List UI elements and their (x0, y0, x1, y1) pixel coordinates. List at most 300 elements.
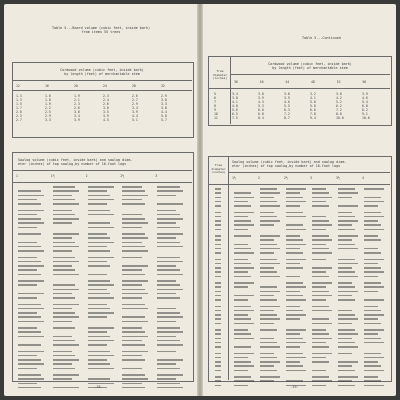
cell-texture (122, 274, 145, 276)
cell-texture (312, 220, 329, 222)
row-label-texture (215, 271, 221, 273)
cell-texture (364, 299, 384, 301)
cell-texture (234, 259, 248, 261)
cell-texture (88, 214, 114, 216)
cell-texture (18, 265, 44, 267)
table-cell: 3.8 (161, 106, 167, 111)
cell-texture (364, 361, 378, 363)
table-cell: 5.2 (336, 100, 342, 105)
cell-texture (286, 299, 306, 301)
table-cell: 2.6 (103, 102, 109, 107)
right-page-number: -19- (290, 385, 299, 389)
cell-texture (364, 310, 381, 312)
cell-texture (312, 361, 329, 363)
cell-texture (88, 344, 107, 346)
cell-texture (234, 353, 254, 355)
table-cell: 8 (214, 104, 216, 109)
cell-texture (122, 297, 141, 299)
cell-texture (364, 385, 384, 387)
cell-texture (260, 276, 280, 278)
cell-texture (122, 316, 145, 318)
cell-texture (364, 353, 381, 355)
cell-texture (234, 365, 254, 367)
cell-texture (260, 248, 280, 250)
left-top-rows (16, 94, 190, 122)
row-label-texture (215, 224, 221, 226)
cell-texture (18, 214, 37, 216)
cell-texture (18, 344, 41, 346)
cell-texture (157, 312, 180, 314)
cell-texture (18, 351, 44, 353)
cell-texture (53, 351, 72, 353)
row-label-texture (215, 299, 221, 301)
row-label-texture (215, 365, 221, 367)
cell-texture (338, 333, 358, 335)
cell-texture (364, 267, 381, 269)
cell-texture (338, 295, 352, 297)
table-cell: 7.5 (232, 116, 238, 121)
cell-texture (53, 289, 79, 291)
cell-texture (260, 361, 280, 363)
cell-texture (338, 329, 355, 331)
row-label-texture (215, 212, 221, 214)
column-header: 3 (310, 176, 312, 180)
right-top-row-header: Tree diameter (inches) (212, 69, 228, 81)
table-cell: 9 (214, 108, 216, 113)
cell-texture (157, 237, 176, 239)
cell-texture (260, 353, 274, 355)
cell-texture (53, 218, 79, 220)
table-cell: 7.2 (336, 108, 342, 113)
table-cell: 3.8 (284, 92, 290, 96)
cell-texture (260, 205, 280, 207)
cell-texture (286, 295, 303, 297)
table-cell: 3.4 (132, 106, 138, 111)
cell-texture (286, 276, 300, 278)
cell-texture (312, 271, 326, 273)
cell-texture (312, 244, 326, 246)
cell-texture (234, 329, 248, 331)
cell-texture (312, 342, 326, 344)
cell-texture (122, 242, 141, 244)
cell-texture (338, 263, 358, 265)
cell-texture (286, 205, 300, 207)
cell-texture (312, 338, 332, 340)
column-header: 12 (16, 84, 20, 88)
cell-texture (312, 353, 332, 355)
cell-texture (53, 368, 76, 370)
column-header: 36 (234, 80, 238, 84)
column-header: 16 (45, 84, 49, 88)
cell-texture (157, 336, 176, 338)
cell-texture (234, 248, 251, 250)
row-label-texture (215, 229, 221, 231)
row-label-texture (215, 244, 221, 246)
cell-texture (234, 357, 248, 359)
cell-texture (286, 361, 300, 363)
cell-texture (122, 359, 145, 361)
cell-texture (234, 338, 254, 340)
table-cell: 3.4 (74, 114, 80, 119)
cell-texture (157, 327, 180, 329)
cell-texture (88, 316, 107, 318)
cell-texture (122, 227, 141, 229)
table-cell: 2.6 (74, 106, 80, 111)
table-cell: 3.0 (103, 106, 109, 111)
column-header: 1½ (50, 174, 55, 178)
cell-texture (157, 218, 183, 220)
cell-texture (338, 318, 358, 320)
cell-texture (18, 233, 41, 235)
cell-texture (286, 259, 306, 261)
cell-texture (157, 242, 180, 244)
table-cell: 3.5 (103, 110, 109, 115)
cell-texture (260, 224, 274, 226)
table-cell: 5.1 (132, 118, 138, 123)
cell-texture (53, 250, 72, 252)
left-page (4, 4, 198, 396)
row-label-texture (215, 323, 221, 325)
cell-texture (260, 314, 277, 316)
cell-texture (122, 250, 148, 252)
cell-texture (312, 346, 329, 348)
left-bottom-header-2: eter (inches) of top sawlog,by number of 16-foot logs (18, 162, 127, 166)
cell-texture (88, 331, 107, 333)
cell-texture (286, 306, 300, 308)
cell-texture (364, 376, 378, 378)
cell-texture (122, 199, 141, 201)
cell-texture (88, 336, 111, 338)
cell-texture (157, 383, 180, 385)
cell-texture (260, 252, 274, 254)
cell-texture (260, 197, 274, 199)
table-cell: 5.5 (284, 104, 290, 109)
cell-texture (364, 370, 384, 372)
cell-texture (234, 212, 254, 214)
cell-texture (338, 291, 358, 293)
column-header: 48 (310, 80, 315, 84)
cell-texture (122, 336, 148, 338)
cell-texture (364, 259, 384, 261)
right-top-rows (214, 92, 388, 120)
table-cell: 3.9 (132, 110, 138, 115)
row-label-texture (215, 220, 221, 222)
cell-texture (88, 304, 107, 306)
column-header: 1 (16, 174, 18, 178)
table-cell: 7.2 (284, 112, 290, 117)
table-cell: 3.9 (74, 118, 80, 123)
cell-texture (260, 380, 274, 382)
table-cell: 3.0 (161, 98, 167, 103)
cell-texture (88, 261, 107, 263)
cell-texture (157, 280, 176, 282)
cell-texture (234, 235, 251, 237)
cell-texture (338, 229, 355, 231)
table-cell: 4.4 (132, 114, 138, 119)
cell-texture (18, 210, 44, 212)
cell-texture (286, 263, 300, 265)
cell-texture (312, 197, 332, 199)
cell-texture (286, 239, 303, 241)
cell-texture (312, 299, 326, 301)
cell-texture (53, 363, 72, 365)
cell-texture (364, 201, 384, 203)
row-label-texture (215, 329, 221, 331)
cell-texture (312, 235, 329, 237)
cell-texture (338, 244, 355, 246)
column-header: 2½ (120, 174, 125, 178)
cell-texture (88, 250, 111, 252)
cell-texture (157, 308, 176, 310)
row-label-texture (215, 197, 221, 199)
cell-texture (122, 218, 145, 220)
table-cell: 3.9 (284, 96, 290, 101)
cell-texture (312, 380, 332, 382)
column-header: 52 (336, 80, 341, 84)
row-label-texture (215, 235, 221, 237)
cell-texture (364, 224, 381, 226)
table-cell: 2.0 (16, 110, 22, 115)
cell-texture (88, 190, 107, 192)
cell-texture (88, 312, 114, 314)
cell-texture (88, 237, 111, 239)
cell-texture (234, 282, 254, 284)
cell-texture (312, 229, 326, 231)
cell-texture (88, 289, 107, 291)
row-label-texture (215, 338, 221, 340)
table-cell: 3.9 (362, 92, 368, 96)
cell-texture (157, 195, 176, 197)
cell-texture (18, 203, 41, 205)
table-cell: 5.0 (161, 114, 167, 119)
cell-texture (18, 246, 41, 248)
row-label-texture (215, 310, 221, 312)
table-cell: 2.9 (161, 94, 167, 98)
row-label-texture (215, 318, 221, 320)
cell-texture (53, 186, 76, 188)
cell-texture (88, 351, 111, 353)
cell-texture (338, 205, 358, 207)
table-cell: 1.9 (74, 94, 80, 98)
table-cell: 1.3 (16, 94, 22, 98)
cell-texture (122, 293, 148, 295)
cell-texture (88, 265, 111, 267)
cell-texture (88, 368, 114, 370)
table-cell: 3.3 (161, 102, 167, 107)
column-header: 24 (103, 84, 107, 88)
row-label-texture (215, 276, 221, 278)
cell-texture (260, 188, 277, 190)
cell-texture (88, 297, 114, 299)
cell-texture (286, 201, 306, 203)
cell-texture (18, 312, 37, 314)
cell-texture (364, 212, 381, 214)
cell-texture (88, 280, 111, 282)
cell-texture (122, 265, 148, 267)
cell-texture (88, 293, 111, 295)
cell-texture (286, 244, 306, 246)
cell-texture (234, 276, 251, 278)
cell-texture (88, 186, 114, 188)
table-cell: 2.2 (45, 106, 51, 111)
table-cell: 6.8 (362, 104, 368, 109)
cell-texture (312, 205, 329, 207)
cell-texture (364, 329, 384, 331)
cell-texture (234, 201, 248, 203)
cell-texture (338, 370, 355, 372)
right-bottom-column-headers (232, 176, 388, 180)
row-label-texture (215, 259, 221, 261)
right-bottom-header-1: Sawlog volume (cubic feet, inside bark) and sawlog diam- (232, 160, 347, 164)
cell-texture (157, 233, 183, 235)
table-cell: 6.8 (258, 112, 264, 117)
table-cell: 8.8 (336, 112, 342, 117)
cell-texture (312, 291, 329, 293)
row-label-texture (215, 291, 221, 293)
cell-texture (338, 353, 352, 355)
cell-texture (18, 336, 44, 338)
cell-texture (234, 385, 248, 387)
cell-texture (312, 252, 332, 254)
cell-texture (234, 197, 254, 199)
cell-texture (53, 316, 79, 318)
cell-texture (18, 387, 41, 389)
cell-texture (88, 199, 114, 201)
cell-texture (364, 252, 381, 254)
right-top-header-1: Cordwood volume (cubic feet, inside bark) (268, 62, 352, 66)
cell-texture (88, 246, 107, 248)
cell-texture (122, 214, 141, 216)
cell-texture (338, 224, 352, 226)
cell-texture (312, 248, 329, 250)
table-cell: 10.0 (336, 116, 344, 121)
cell-texture (18, 308, 44, 310)
column-header: 40 (259, 80, 264, 84)
column-header: 20 (74, 84, 78, 88)
cell-texture (122, 321, 148, 323)
row-label-texture (215, 188, 221, 190)
cell-texture (18, 227, 37, 229)
cell-texture (338, 239, 352, 241)
cell-texture (122, 289, 145, 291)
left-table-subtitle: from items 55 trees (81, 30, 121, 34)
cell-texture (364, 188, 384, 190)
table-cell: 1.7 (16, 106, 22, 111)
cell-texture (312, 224, 332, 226)
cell-texture (122, 269, 141, 271)
cell-texture (260, 357, 277, 359)
left-top-header-2: by length (feet) of merchantable stem (64, 72, 140, 76)
cell-texture (364, 333, 378, 335)
cell-texture (364, 263, 378, 265)
cell-texture (234, 299, 248, 301)
cell-texture (312, 310, 332, 312)
right-table-label: Table 5.--Continued (302, 36, 341, 40)
cell-texture (260, 323, 274, 325)
column-header: 32 (161, 84, 165, 88)
cell-texture (312, 267, 332, 269)
cell-texture (122, 195, 148, 197)
column-header: 28 (132, 84, 136, 88)
cell-texture (234, 376, 251, 378)
cell-texture (364, 306, 378, 308)
cell-texture (53, 344, 79, 346)
cell-texture (122, 233, 145, 235)
cell-texture (18, 269, 37, 271)
cell-texture (234, 252, 254, 254)
table-cell: 10 (214, 112, 218, 117)
cell-texture (18, 261, 41, 263)
cell-texture (286, 229, 306, 231)
cell-texture (234, 318, 251, 320)
cell-texture (53, 293, 72, 295)
table-cell: 6.0 (258, 108, 264, 113)
cell-texture (53, 190, 79, 192)
table-cell: 2.3 (16, 114, 22, 119)
cell-texture (157, 246, 183, 248)
cell-texture (53, 327, 76, 329)
row-label-texture (215, 314, 221, 316)
cell-texture (53, 261, 79, 263)
cell-texture (312, 323, 332, 325)
cell-texture (286, 357, 306, 359)
row-label-texture (215, 385, 221, 387)
cell-texture (286, 370, 306, 372)
row-label-texture (215, 252, 221, 254)
cell-texture (157, 203, 183, 205)
cell-texture (88, 203, 107, 205)
cell-texture (157, 331, 183, 333)
row-label-texture (215, 370, 221, 372)
table-cell: 2.1 (74, 98, 80, 103)
cell-texture (88, 359, 107, 361)
row-label-texture (215, 248, 221, 250)
cell-texture (157, 289, 183, 291)
cell-texture (260, 291, 280, 293)
cell-texture (234, 295, 254, 297)
cell-texture (122, 186, 141, 188)
cell-texture (260, 318, 280, 320)
cell-texture (53, 233, 79, 235)
right-top-header-2: by length (feet) of merchantable stem (272, 66, 348, 70)
cell-texture (122, 203, 145, 205)
cell-texture (338, 314, 355, 316)
right-bottom-table (208, 156, 392, 382)
cell-texture (53, 355, 76, 357)
cell-texture (286, 338, 303, 340)
column-header: 3 (155, 174, 158, 178)
cell-texture (234, 271, 248, 273)
cell-texture (286, 212, 303, 214)
table-cell: 5 (214, 92, 216, 96)
table-cell: 3.8 (336, 92, 342, 96)
left-table-title: Table 5.--Board volume (cubic feet, inside bark) (52, 26, 150, 30)
table-cell: 6.6 (310, 108, 316, 113)
cell-texture (157, 387, 183, 389)
cell-texture (88, 327, 114, 329)
cell-texture (286, 314, 306, 316)
cell-texture (286, 365, 303, 367)
cell-texture (18, 242, 37, 244)
cell-texture (18, 222, 44, 224)
table-cell: 4.4 (161, 110, 167, 115)
column-header: 44 (285, 80, 290, 84)
cell-texture (286, 353, 303, 355)
cell-texture (53, 242, 76, 244)
table-cell: 2.3 (74, 102, 80, 107)
cell-texture (18, 257, 37, 259)
row-label-texture (215, 295, 221, 297)
